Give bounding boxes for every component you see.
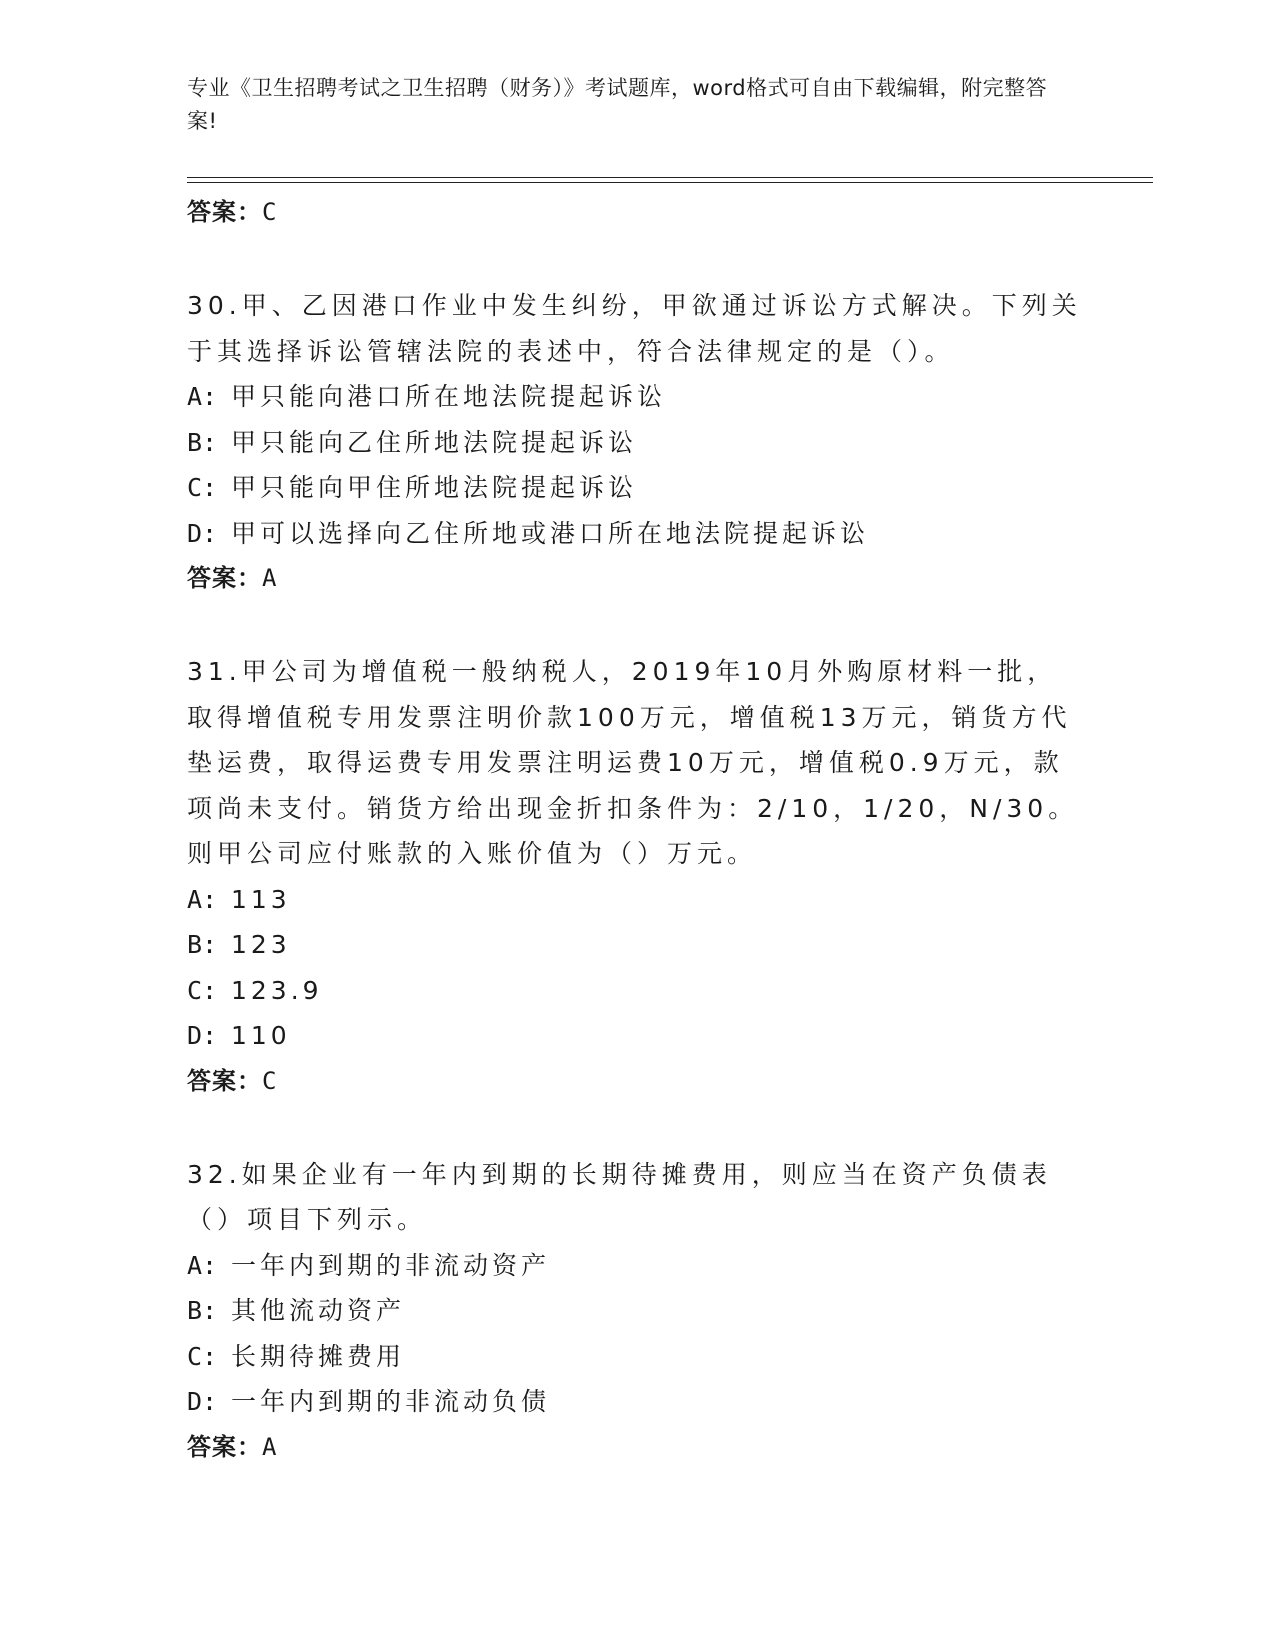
question-answer [187,1425,1087,1470]
question-answer [187,1059,1087,1104]
option-key: C: [187,975,218,1005]
answer-label: 答案： [187,1066,262,1095]
question-30 [187,283,1087,601]
option-key: D: [187,518,218,548]
answer-value: C [262,1066,278,1095]
option-b [187,420,1087,466]
answer-label: 答案： [187,1432,262,1461]
option-text: 一年内到期的非流动负债 [231,1387,551,1416]
header-divider-bottom [187,182,1153,183]
answer-value: A [262,1432,278,1461]
answer-value: C [262,198,278,226]
option-b [187,1288,1087,1334]
question-list [187,190,1087,1470]
option-b [187,922,1087,968]
option-key: B: [187,930,218,959]
question-answer [187,556,1087,601]
option-text: 123 [231,930,291,959]
option-key: C: [187,1341,218,1371]
page-header: 专业《卫生招聘考试之卫生招聘（财务）》考试题库，word格式可自由下载编辑，附完整答案! [187,76,1048,133]
option-a [187,1243,1087,1289]
option-text: 甲只能向港口所在地法院提起诉讼 [231,382,667,411]
option-d [187,1013,1087,1059]
question-stem: 31.甲公司为增值税一般纳税人，2019年10月外购原材料一批，取得增值税专用发票注明价款100万元，增值税13万元，销货方代垫运费，取得运费专用发票注明运费10万元，增值税0.9万元，款项尚未支付。销货方给出现金折扣条件为：2/10，1/20，N/30。则甲公司应付账款的入账价值为（）万元。 [187,657,1079,868]
option-c [187,1334,1087,1380]
option-a [187,877,1087,923]
option-key: B: [187,427,218,457]
option-text: 110 [231,1021,291,1050]
option-key: A: [187,1250,218,1280]
option-text: 甲可以选择向乙住所地或港口所在地法院提起诉讼 [231,518,870,548]
option-text: 长期待摊费用 [231,1341,406,1371]
option-key: D: [187,1387,218,1416]
header-divider-top [187,177,1153,178]
option-key: B: [187,1296,218,1325]
question-stem: 30.甲、乙因港口作业中发生纠纷，甲欲通过诉讼方式解决。下列关于其选择诉讼管辖法院的表述中，符合法律规定的是（）。 [187,291,1082,366]
answer-label: 答案： [187,198,262,226]
answer-value: A [262,564,278,592]
option-a [187,374,1087,420]
option-text: 123.9 [231,975,323,1005]
previous-answer [187,190,1087,235]
option-key: A: [187,382,218,411]
option-key: D: [187,1021,218,1050]
question-stem: 32.如果企业有一年内到期的长期待摊费用，则应当在资产负债表（）项目下列示。 [187,1159,1052,1234]
option-key: A: [187,884,218,914]
option-d [187,1379,1087,1425]
question-32 [187,1152,1087,1470]
option-c [187,465,1087,511]
option-text: 甲只能向乙住所地法院提起诉讼 [231,427,638,457]
option-key: C: [187,473,218,502]
option-d [187,511,1087,557]
option-text: 113 [231,884,291,914]
option-text: 其他流动资产 [231,1296,406,1325]
question-31 [187,649,1087,1104]
option-text: 甲只能向甲住所地法院提起诉讼 [231,473,638,502]
answer-label: 答案： [187,564,262,592]
option-c [187,968,1087,1014]
option-text: 一年内到期的非流动资产 [231,1250,551,1280]
